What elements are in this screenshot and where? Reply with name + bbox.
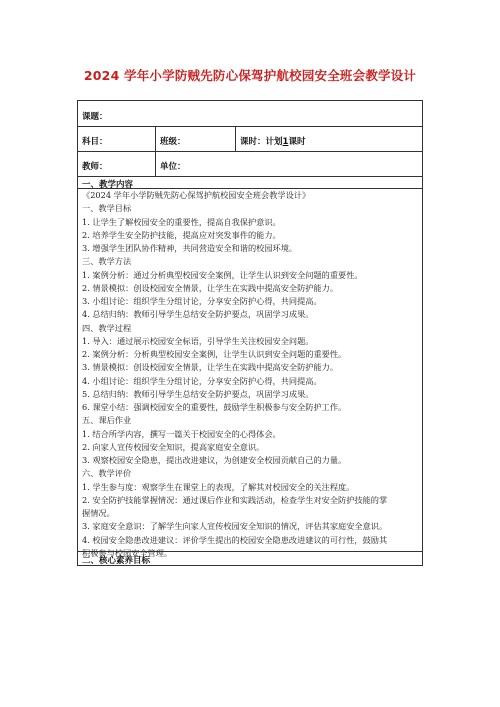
content-line: 2. 安全防护技能掌握情况：通过课后作业和实践活动，检查学生对安全防护技能的掌	[82, 494, 388, 505]
topic-label: 课题：	[82, 112, 108, 122]
hours-field	[240, 135, 305, 147]
content-body-row	[78, 189, 422, 558]
class-label: 班级：	[160, 137, 186, 147]
section-heading-row	[78, 552, 422, 565]
hours-value: 1	[282, 137, 289, 147]
content-line: 3. 增强学生团队协作精神，共同营造安全和谐的校园环境。	[82, 243, 298, 253]
content-line: 1. 让学生了解校园安全的重要性，提高自我保护意识。	[82, 216, 281, 227]
hours-unit: 课时	[288, 137, 306, 147]
content-line: 六、教学评价	[82, 468, 132, 479]
teacher-label: 教师：	[82, 162, 108, 172]
content-line: 1. 学生参与度：观察学生在课堂上的表现，了解其对校园安全的关注程度。	[82, 481, 355, 492]
teacher-row	[78, 152, 422, 177]
content-line: 2. 向家人宣传校园安全知识，提高家庭安全意识。	[82, 441, 265, 452]
content-line: 《2024 学年小学防贼先防心保驾护航校园安全班会教学设计》	[82, 190, 311, 200]
topic-row	[78, 101, 422, 127]
section-heading-teaching-content: 一、教学内容	[82, 180, 134, 190]
lesson-plan-table	[77, 100, 423, 566]
subject-label: 科目：	[82, 137, 108, 147]
content-line: 2. 案例分析：分析典型校园安全案例，让学生认识到安全问题的重要性。	[82, 349, 347, 359]
unit-label: 单位：	[160, 162, 186, 172]
hours-label: 课时：计划	[240, 137, 283, 147]
content-line: 积极参与校园安全管理。	[82, 547, 173, 558]
section-heading-row	[78, 177, 422, 189]
content-line: 6. 课堂小结：强调校园安全的重要性，鼓励学生积极参与安全防护工作。	[82, 402, 347, 412]
content-line: 握情况。	[82, 508, 115, 518]
content-line: 2. 培养学生安全防护技能，提高应对突发事件的能力。	[82, 229, 281, 240]
content-line: 3. 家庭安全意识：了解学生向家人宣传校园安全知识的情况，评估其家庭安全意识。	[82, 521, 388, 532]
content-line: 5. 总结归纳：教师引导学生总结安全防护要点，巩固学习成果。	[82, 388, 314, 399]
section-heading-core-literacy: 二、核心素养目标	[82, 556, 151, 566]
content-line: 四、教学过程	[82, 322, 132, 333]
content-line: 4. 校园安全隐患改进建议：评价学生提出的校园安全隐患改进建议的可行性，鼓励其	[82, 534, 388, 545]
column-divider	[155, 127, 156, 151]
column-divider	[155, 152, 156, 176]
content-line: 三、教学方法	[82, 256, 132, 267]
content-line: 一、教学目标	[82, 203, 132, 214]
content-line: 4. 小组讨论：组织学生分组讨论，分享安全防护心得，共同提高。	[82, 375, 322, 386]
content-line: 1. 案例分析：通过分析典型校园安全案例，让学生认识到安全问题的重要性。	[82, 269, 363, 280]
content-line: 2. 情景模拟：创设校园安全情景，让学生在实践中提高安全防护能力。	[82, 282, 339, 293]
content-lines	[82, 189, 418, 560]
content-line: 1. 结合所学内容，撰写一篇关于校园安全的心得体会。	[82, 428, 281, 439]
content-line: 1. 导入：通过展示校园安全标语，引导学生关注校园安全问题。	[82, 335, 314, 346]
content-line: 3. 观察校园安全隐患，提出改进建议，为创建安全校园贡献自己的力量。	[82, 455, 347, 465]
content-line: 4. 总结归纳：教师引导学生总结安全防护要点，巩固学习成果。	[82, 309, 314, 320]
column-divider	[235, 127, 236, 151]
content-line: 3. 情景模拟：创设校园安全情景，让学生在实践中提高安全防护能力。	[82, 362, 339, 373]
content-line: 3. 小组讨论：组织学生分组讨论，分享安全防护心得，共同提高。	[82, 296, 322, 306]
document-title: 2024 学年小学防贼先防心保驾护航校园安全班会教学设计	[83, 68, 417, 83]
subject-row	[78, 127, 422, 152]
content-line: 五、课后作业	[82, 415, 132, 426]
